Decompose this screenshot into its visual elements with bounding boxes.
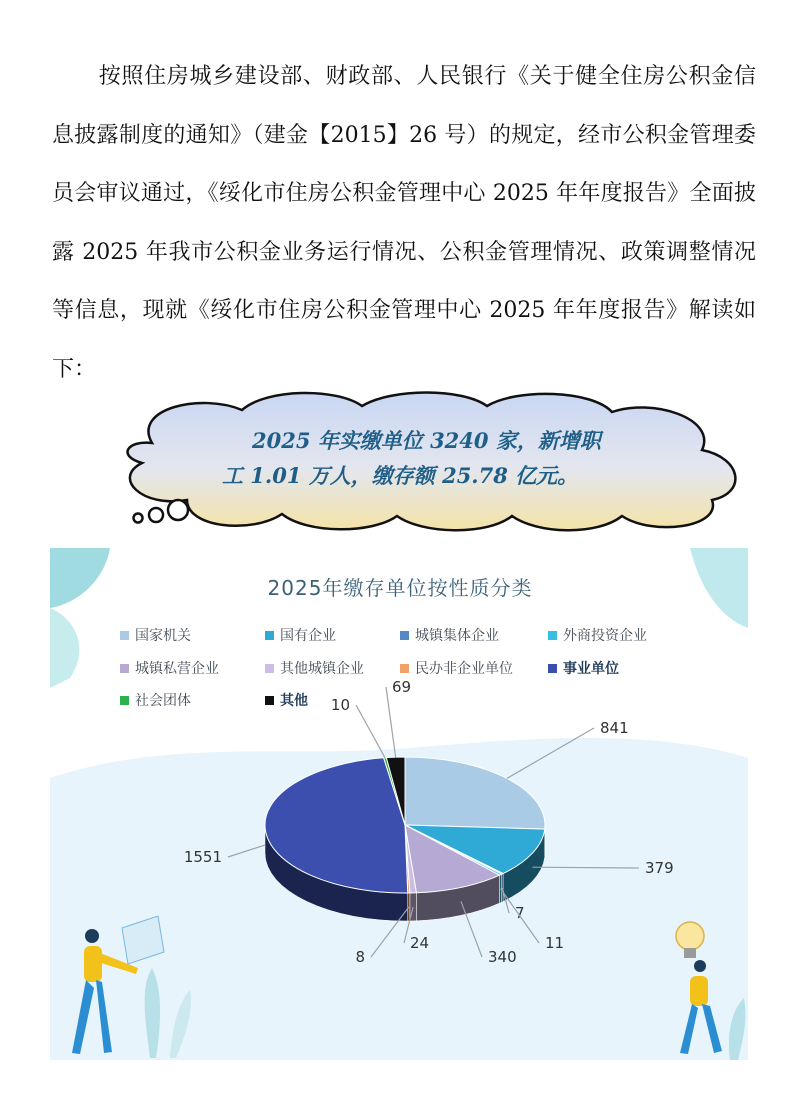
- chart-title: 2025年缴存单位按性质分类: [267, 576, 533, 600]
- data-label: 841: [600, 719, 629, 737]
- pie-top: [265, 757, 545, 893]
- pie-side: [408, 893, 410, 921]
- leader-line: [356, 705, 385, 758]
- callout-line-1: 2025 年实缴单位 3240 家，新增职: [252, 428, 601, 453]
- legend-label: 国家机关: [135, 628, 191, 644]
- para-line: 政策调整情况等信息，现就《绥化市住房公积金管理中心 2025 年年: [52, 239, 756, 323]
- para-line: 信息披露制度的通知》（建金【2015】26 号）的规定，经市公积金: [52, 64, 756, 148]
- data-label: 24: [410, 934, 430, 952]
- data-label: 10: [330, 696, 350, 714]
- para-line: 按照住房城乡建设部、财政部、人民银行《关于健全住房公积金: [98, 64, 734, 89]
- para-line: 告》全面披露 2025 年我市公积金业务运行情况、公积金管理情况、: [52, 181, 756, 265]
- data-label: 7: [515, 904, 525, 922]
- legend-label: 国有企业: [280, 628, 336, 644]
- data-label: 11: [545, 934, 565, 952]
- legend-label: 事业单位: [563, 661, 619, 677]
- leader-line: [228, 845, 266, 857]
- pie-side: [499, 874, 501, 903]
- callout-line-2: 工 1.01 万人，缴存额 25.78 亿元。: [222, 463, 579, 488]
- leader-line: [532, 867, 639, 868]
- legend-label: 城镇集体企业: [415, 628, 499, 644]
- leader-line: [386, 687, 396, 757]
- legend-label: 外商投资企业: [563, 628, 647, 644]
- legend-label: 其他城镇企业: [280, 661, 364, 677]
- legend-label: 城镇私营企业: [135, 661, 219, 677]
- data-label: 379: [645, 859, 674, 877]
- legend-label: 其他: [280, 693, 308, 709]
- para-line: 管理委员会审议通过，《绥化市住房公积金管理中心 2025 年年度报: [52, 122, 756, 206]
- legend-label: 民办非企业单位: [415, 661, 513, 677]
- data-label: 340: [488, 948, 517, 966]
- data-label: 8: [355, 948, 365, 966]
- data-label: 69: [392, 678, 412, 696]
- legend-label: 社会团体: [135, 693, 191, 709]
- leader-line: [501, 889, 539, 943]
- para-line: 度报告》解读如下：: [52, 298, 756, 382]
- leader-line: [507, 728, 594, 778]
- data-label: 1551: [183, 848, 222, 866]
